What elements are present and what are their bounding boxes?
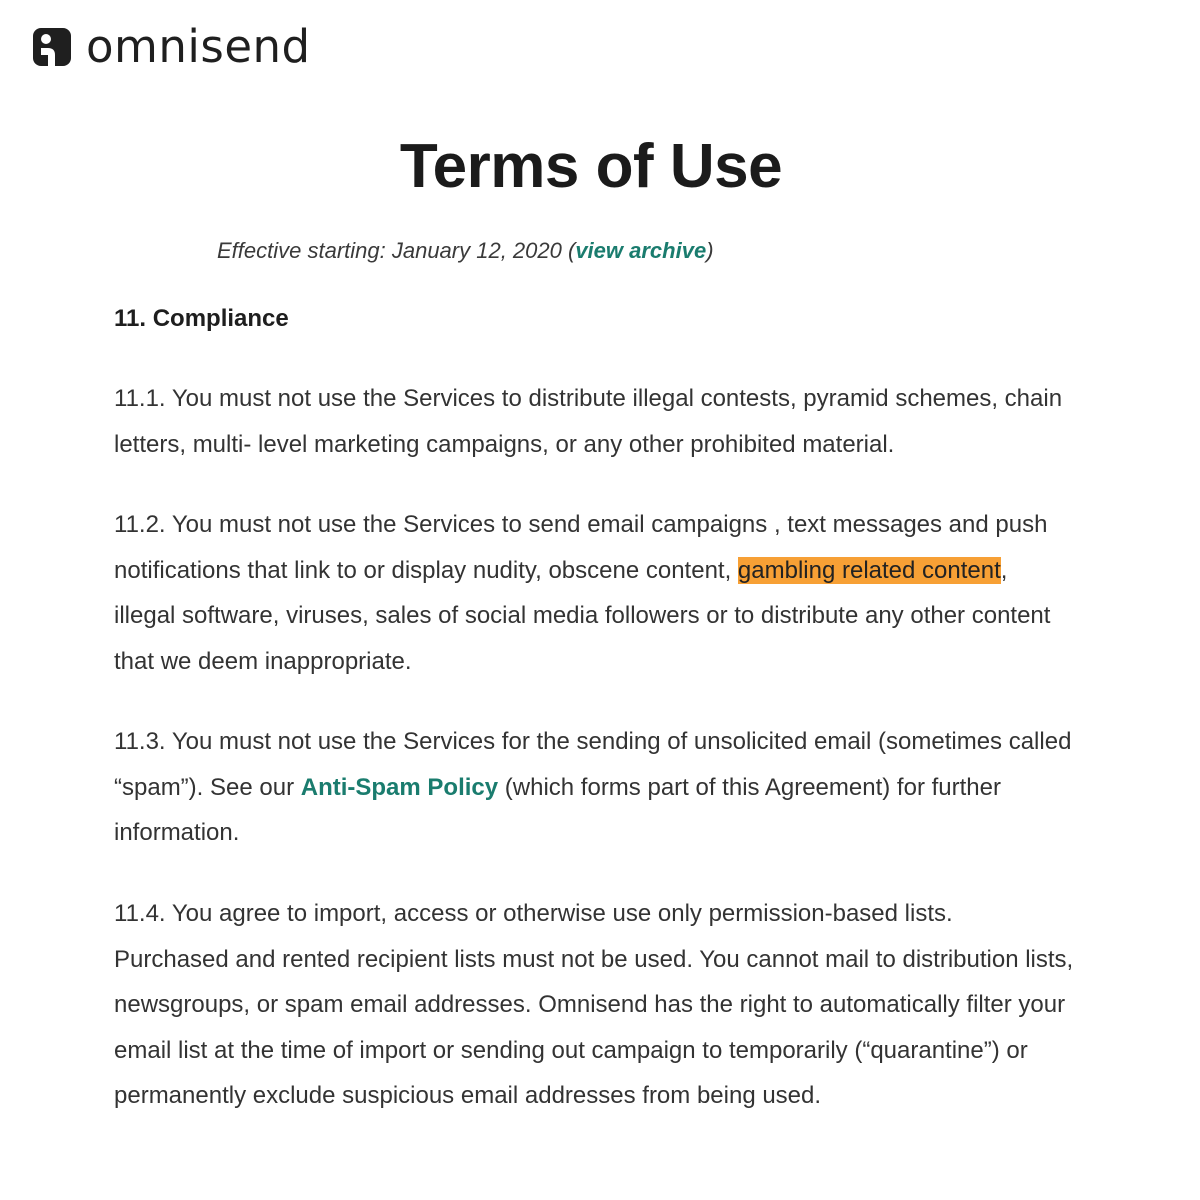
clause-11-2-text-before: 11.2. You must not use the Services to send email campaigns , text messages and push notifications that link to or display nudity, obscene content, (114, 511, 1048, 584)
page-title: Terms of Use (399, 132, 783, 201)
clause-11-4: 11.4. You agree to import, access or otherwise use only permission-based lists. Purchased and rented recipient lists must not be used. You cannot mail to distribution lists, newsgroups, or spam email addresses. Omnisend has the right to automatically filter your email list at the time of import or sending out campaign to temporarily (“quarantine”) or permanently exclude suspicious email addresses from being used. (114, 900, 1074, 1110)
clause-11-3-text-after: (which forms part of this Agreement) for further information. (114, 773, 1001, 847)
clause-11-2 (114, 502, 1074, 684)
omnisend-logo-icon (33, 28, 71, 66)
section-heading: 11. Compliance (114, 305, 289, 332)
anti-spam-policy-link[interactable]: Anti-Spam Policy (300, 773, 499, 801)
clause-11-1: 11.1. You must not use the Services to distribute illegal contests, pyramid schemes, chain letters, multi- level marketing campaigns, or any other prohibited material. (114, 385, 1063, 458)
highlighted-phrase: gambling related content (737, 556, 1001, 584)
clause-11-2-text-after: , illegal software, viruses, sales of social media followers or to distribute any other content that we deem inappropriate. (114, 556, 1051, 675)
effective-date-suffix: ) (706, 238, 714, 263)
effective-date-text: Effective starting: January 12, 2020 ( (217, 238, 576, 263)
view-archive-link[interactable]: view archive (575, 238, 707, 263)
brand-logo[interactable] (33, 20, 311, 73)
brand-name: omnisend (86, 20, 311, 73)
clause-11-3-text-before: 11.3. You must not use the Services for the sending of unsolicited email (sometimes called “spam”). See our (114, 728, 1072, 801)
effective-date (217, 236, 714, 266)
clause-11-3 (114, 719, 1074, 856)
